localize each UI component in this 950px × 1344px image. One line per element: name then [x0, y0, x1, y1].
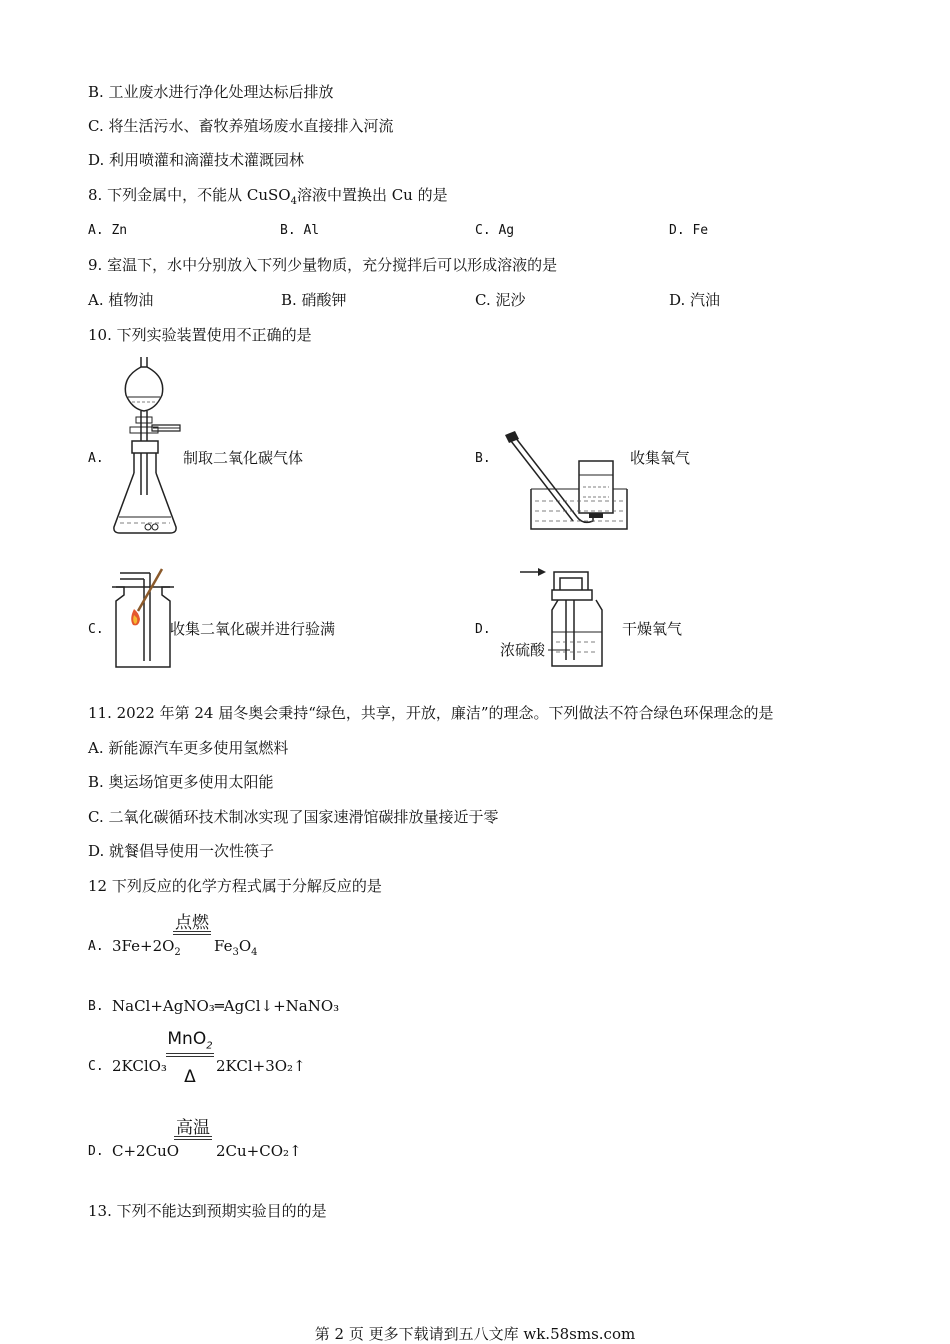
q12-d-condition: 高温 — [176, 1118, 210, 1138]
q9-option-a: A. 植物油 — [88, 291, 154, 309]
q11-option-d: D. 就餐倡导使用一次性筷子 — [88, 842, 275, 860]
q12-a-lhs-main: 3Fe+2O — [112, 937, 175, 955]
q12-b-letter: B. — [88, 999, 104, 1014]
q8-stem — [88, 185, 448, 212]
q12-b-equation: NaCl+AgNO₃═AgCl↓+NaNO₃ — [112, 997, 340, 1015]
q12-c-catalyst-sub: 2 — [206, 1040, 213, 1052]
q11-option-c: C. 二氧化碳循环技术制冰实现了国家速滑馆碳排放量接近于零 — [88, 808, 499, 826]
q12-d-rhs: 2Cu+CO₂↑ — [216, 1142, 302, 1160]
q12-c-lhs: 2KClO₃ — [112, 1057, 167, 1075]
q7-option-b: B. 工业废水进行净化处理达标后排放 — [88, 83, 334, 101]
q8-stem-sub: 4 — [290, 196, 297, 207]
q10-stem: 10. 下列实验装置使用不正确的是 — [88, 326, 312, 344]
q8-stem-pre: 8. 下列金属中，不能从 CuSO — [88, 186, 291, 204]
q12-d-letter: D. — [88, 1144, 104, 1159]
q12-c-catalyst-main: MnO — [167, 1029, 207, 1049]
q12-a-lhs — [112, 936, 181, 963]
q12-a-equals-sign — [173, 931, 211, 935]
q12-d-lhs: C+2CuO — [112, 1142, 180, 1160]
q7-option-d: D. 利用喷灌和滴灌技术灌溉园林 — [88, 151, 305, 169]
q13-stem: 13. 下列不能达到预期实验目的的是 — [88, 1202, 327, 1220]
q12-c-rhs: 2KCl+3O₂↑ — [216, 1057, 306, 1075]
q12-a-rhs-sub2: 4 — [251, 947, 258, 958]
q12-c-letter: C. — [88, 1059, 104, 1074]
q12-a-lhs-sub: 2 — [174, 947, 181, 958]
apparatus-c-gas-bottle — [110, 565, 176, 671]
q9-option-b: B. 硝酸钾 — [281, 291, 347, 309]
q10-d-letter: D. — [475, 622, 491, 637]
q10-a-caption: 制取二氧化碳气体 — [183, 449, 304, 467]
q8-option-b: B. Al — [280, 223, 320, 238]
q12-a-rhs-o: O — [238, 937, 252, 955]
q12-a-rhs — [214, 936, 258, 963]
q12-c-heat: Δ — [184, 1067, 196, 1087]
q9-stem: 9. 室温下，水中分别放入下列少量物质，充分搅拌后可以形成溶液的是 — [88, 256, 558, 274]
q10-b-caption: 收集氧气 — [630, 449, 691, 467]
q8-option-c: C. Ag — [475, 223, 515, 238]
q10-d-label: 浓硫酸 — [500, 641, 546, 659]
q10-d-caption: 干燥氧气 — [622, 620, 683, 638]
q11-option-b: B. 奥运场馆更多使用太阳能 — [88, 773, 274, 791]
q10-a-letter: A. — [88, 451, 104, 466]
q8-stem-post: 溶液中置换出 Cu 的是 — [296, 186, 448, 204]
q12-a-rhs-fe: Fe — [214, 937, 233, 955]
page-footer: 第 2 页 更多下载请到五八文库 wk.58sms.com — [314, 1325, 636, 1343]
q7-option-c: C. 将生活污水、畜牧养殖场废水直接排入河流 — [88, 117, 394, 135]
q11-stem: 11. 2022 年第 24 届冬奥会秉持“绿色，共享，开放，廉洁”的理念。下列做法不符合绿色环保理念的是 — [88, 704, 774, 722]
q10-b-letter: B. — [475, 451, 491, 466]
q12-d-equals-sign — [174, 1136, 212, 1140]
q8-option-d: D. Fe — [669, 223, 709, 238]
apparatus-a-flask-funnel — [108, 355, 188, 537]
q8-option-a: A. Zn — [88, 223, 128, 238]
q12-a-letter: A. — [88, 939, 104, 954]
q12-stem: 12 下列反应的化学方程式属于分解反应的是 — [88, 877, 382, 895]
apparatus-b-water-trough — [497, 425, 637, 537]
q12-c-equals-sign — [166, 1053, 214, 1057]
q9-option-d: D. 汽油 — [669, 291, 721, 309]
q12-c-catalyst — [164, 1029, 216, 1051]
q12-a-rhs-sub1: 3 — [232, 947, 239, 958]
q10-c-letter: C. — [88, 622, 104, 637]
q12-a-condition: 点燃 — [175, 913, 209, 933]
q10-c-caption: 收集二氧化碳并进行验满 — [170, 620, 336, 638]
q11-option-a: A. 新能源汽车更多使用氢燃料 — [88, 739, 289, 757]
q9-option-c: C. 泥沙 — [475, 291, 526, 309]
